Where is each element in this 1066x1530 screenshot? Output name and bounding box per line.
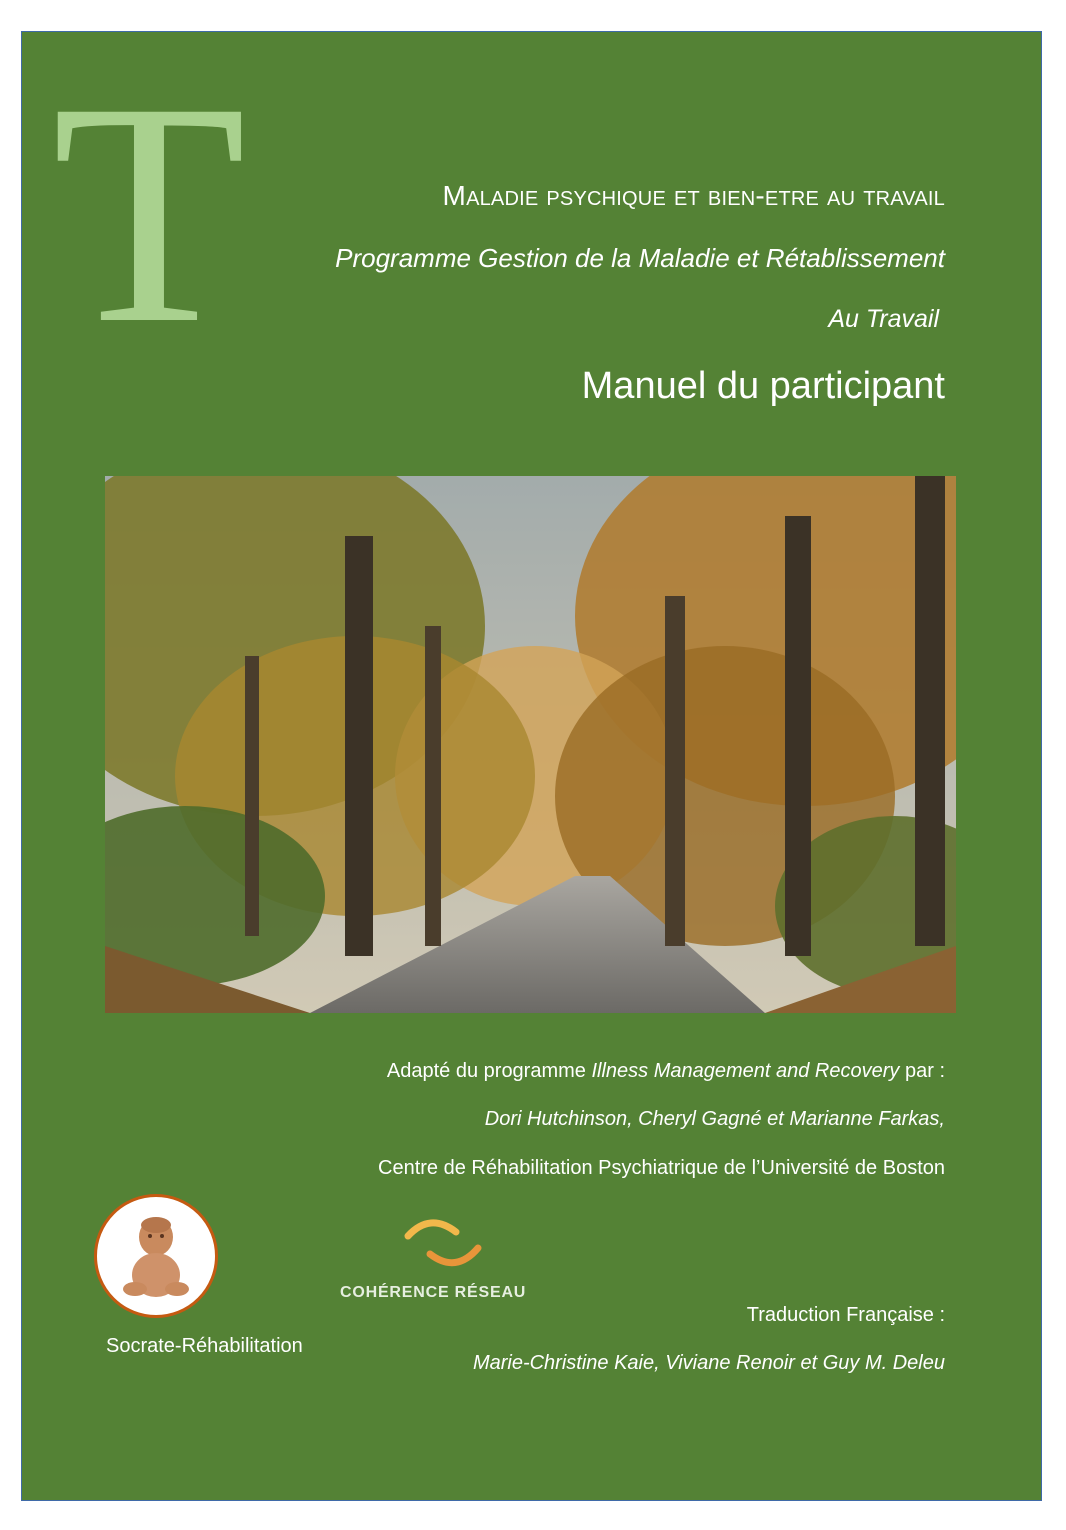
autumn-road-image [105,476,956,1013]
institution-line: Centre de Réhabilitation Psychiatrique de l’Université de Boston [378,1157,945,1179]
adapted-prefix: Adapté du programme [386,1060,592,1082]
drop-letter: T [52,37,247,389]
authors-line: Dori Hutchinson, Cheryl Gagné et Marianne Farkas, [484,1108,945,1130]
cover-photo [105,476,956,1013]
title-text: Maladie psychique et bien-etre au travail [442,180,945,211]
translation-title: Traduction Française : [746,1304,945,1326]
cover-page [21,31,1042,1501]
translators: Marie-Christine Kaie, Viviane Renoir et Guy M. Deleu [472,1352,945,1374]
adapted-from-line [387,1060,945,1083]
coherence-logo [400,1218,486,1268]
adapted-program: Illness Management and Recovery [591,1060,900,1082]
coherence-waves-icon [400,1218,486,1268]
manual-label: Manuel du participant [581,365,945,407]
socrate-logo [94,1194,218,1318]
coherence-label: COHÉRENCE RÉSEAU [340,1284,527,1301]
socrate-statue-icon [97,1197,215,1315]
cover-title [443,180,945,212]
cover-subtitle: Programme Gestion de la Maladie et Rétablissement [335,243,945,273]
adapted-suffix: par : [899,1060,945,1082]
cover-subtitle-line2: Au Travail [828,305,939,333]
socrate-label: Socrate-Réhabilitation [106,1335,303,1357]
